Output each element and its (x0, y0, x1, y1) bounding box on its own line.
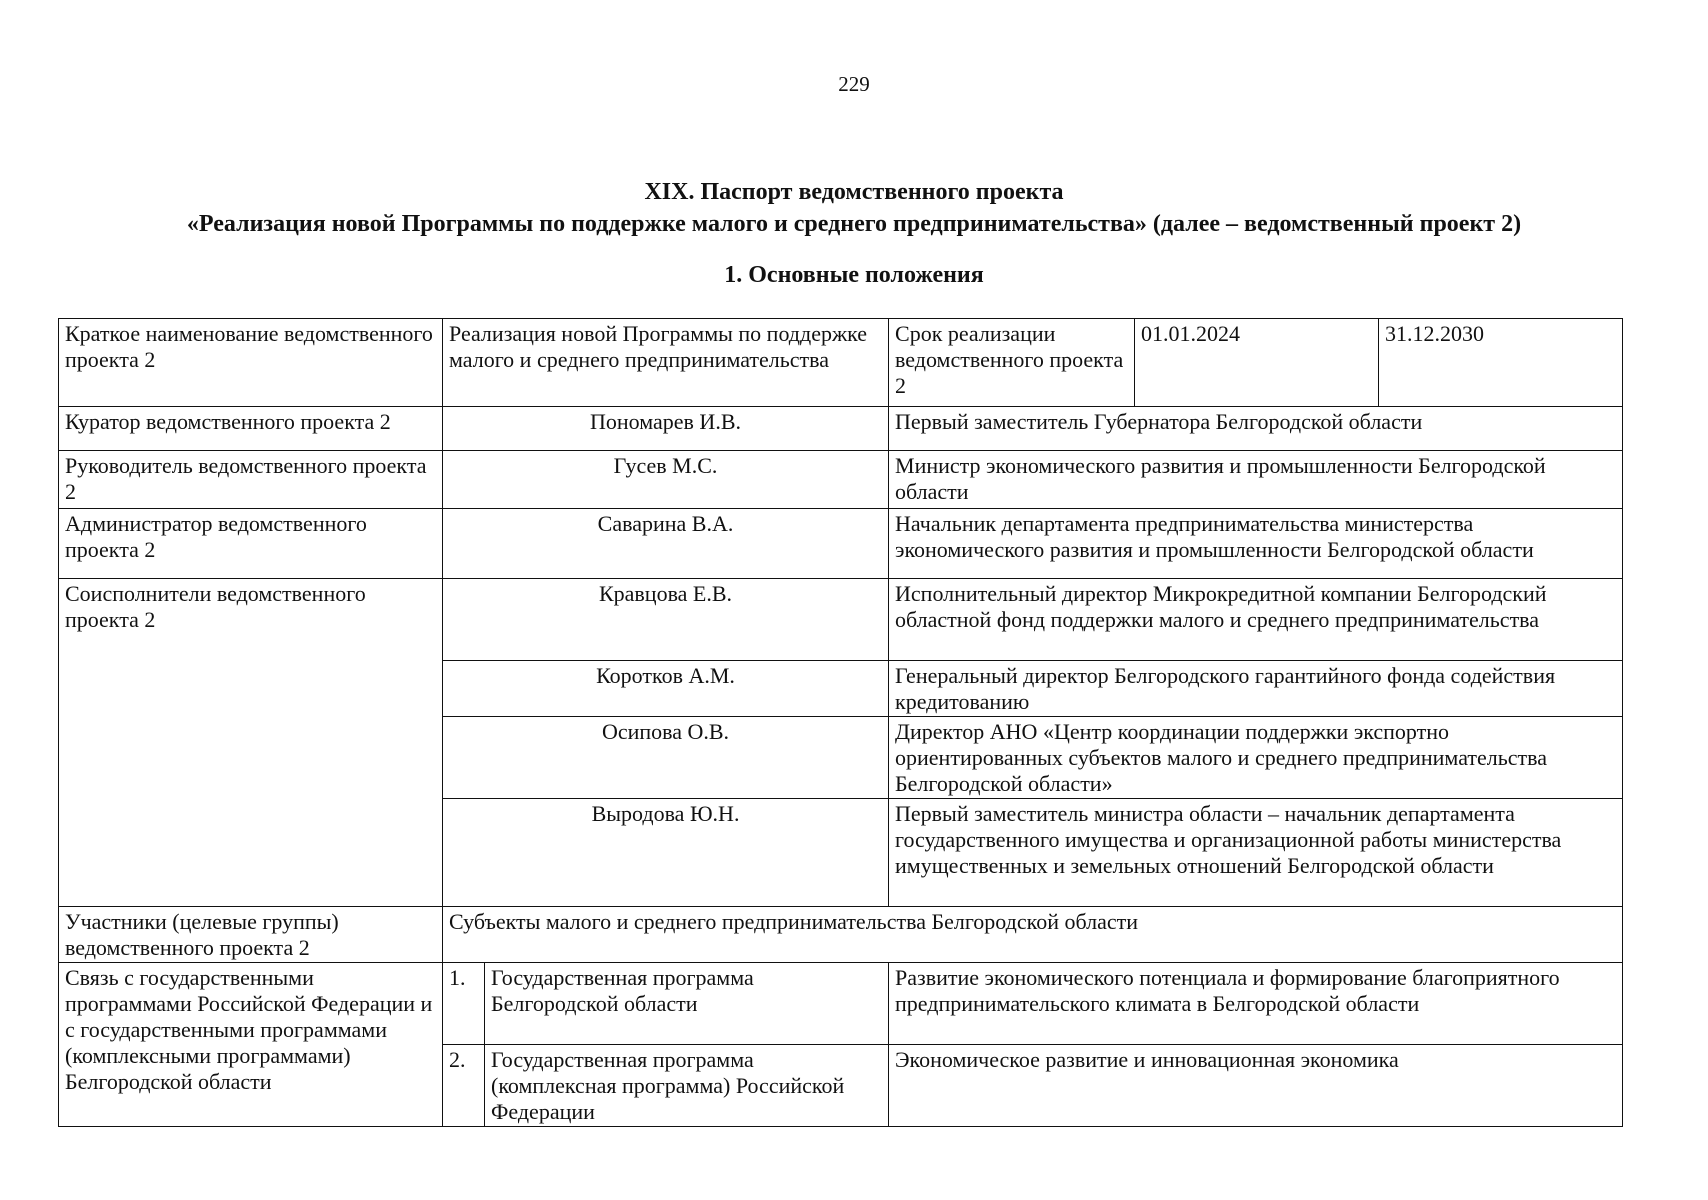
co-executors-label: Соисполнители ведомственного проекта 2 (59, 579, 443, 907)
table-row (59, 319, 1623, 407)
co-executor-position: Первый заместитель министра области – начальник департамента государственного имущества и организационной работы министерства имущественных и земельных отношений Белгородской области (889, 799, 1623, 907)
participants-label: Участники (целевые группы) ведомственного проекта 2 (59, 907, 443, 963)
table-row (59, 579, 1623, 661)
table-row (59, 407, 1623, 451)
co-executor-name: Коротков А.М. (443, 661, 889, 717)
curator-position: Первый заместитель Губернатора Белгородской области (889, 407, 1623, 451)
short-name-label: Краткое наименование ведомственного проекта 2 (59, 319, 443, 407)
co-executor-position: Генеральный директор Белгородского гарантийного фонда содействия кредитованию (889, 661, 1623, 717)
table-row (59, 509, 1623, 579)
curator-label: Куратор ведомственного проекта 2 (59, 407, 443, 451)
head-name: Гусев М.С. (443, 451, 889, 509)
link-number: 2. (443, 1045, 485, 1127)
document-title (0, 176, 1708, 240)
start-date: 01.01.2024 (1135, 319, 1379, 407)
link-number: 1. (443, 963, 485, 1045)
administrator-label: Администратор ведомственного проекта 2 (59, 509, 443, 579)
co-executor-position: Директор АНО «Центр координации поддержки экспортно ориентированных субъектов малого и среднего предпринимательства Белгородской области» (889, 717, 1623, 799)
short-name-value: Реализация новой Программы по поддержке малого и среднего предпринимательства (443, 319, 889, 407)
participants-value: Субъекты малого и среднего предпринимательства Белгородской области (443, 907, 1623, 963)
title-line-1: XIX. Паспорт ведомственного проекта (644, 179, 1064, 205)
co-executor-name: Кравцова Е.В. (443, 579, 889, 661)
page-number: 229 (838, 72, 870, 96)
section-title: 1. Основные положения (724, 262, 984, 288)
link-program-name: Развитие экономического потенциала и формирование благоприятного предпринимательского климата в Белгородской области (889, 963, 1623, 1045)
head-position: Министр экономического развития и промышленности Белгородской области (889, 451, 1623, 509)
link-program-type: Государственная программа Белгородской области (485, 963, 889, 1045)
links-label: Связь с государственными программами Российской Федерации и с государственными программами (комплексными программами) Белгородской области (59, 963, 443, 1127)
table-row (59, 451, 1623, 509)
table-row (59, 963, 1623, 1045)
term-label: Срок реализации ведомственного проекта 2 (889, 319, 1135, 407)
co-executor-name: Осипова О.В. (443, 717, 889, 799)
link-program-type: Государственная программа (комплексная программа) Российской Федерации (485, 1045, 889, 1127)
title-line-2: «Реализация новой Программы по поддержке малого и среднего предпринимательства» (далее – ведомственный проект 2) (186, 211, 1522, 237)
project-passport-table (58, 318, 1623, 1127)
head-label: Руководитель ведомственного проекта 2 (59, 451, 443, 509)
curator-name: Пономарев И.В. (443, 407, 889, 451)
administrator-position: Начальник департамента предпринимательства министерства экономического развития и промышленности Белгородской области (889, 509, 1623, 579)
end-date: 31.12.2030 (1379, 319, 1623, 407)
table-row (59, 907, 1623, 963)
administrator-name: Саварина В.А. (443, 509, 889, 579)
link-program-name: Экономическое развитие и инновационная экономика (889, 1045, 1623, 1127)
co-executor-name: Выродова Ю.Н. (443, 799, 889, 907)
co-executor-position: Исполнительный директор Микрокредитной компании Белгородский областной фонд поддержки малого и среднего предпринимательства (889, 579, 1623, 661)
